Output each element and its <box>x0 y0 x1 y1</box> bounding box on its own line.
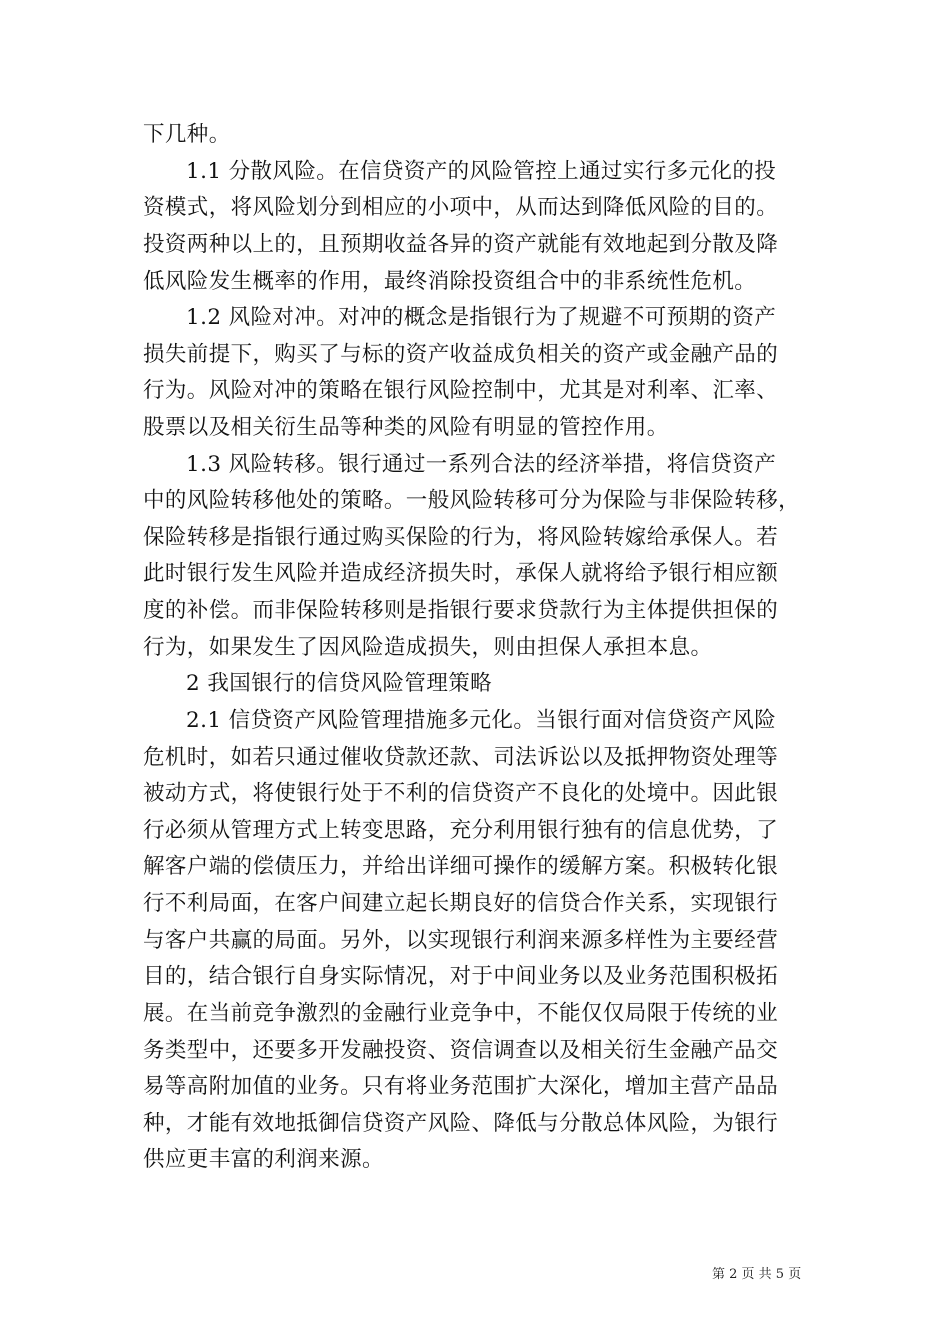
paragraph-line: 供应更丰富的利润来源。 <box>143 1147 384 1173</box>
paragraph-line: 中的风险转移他处的策略。一般风险转移可分为保险与非保险转移， <box>143 488 801 514</box>
paragraph-line: 目的，结合银行自身实际情况，对于中间业务以及业务范围积极拓 <box>143 964 779 990</box>
paragraph-line: 股票以及相关衍生品等种类的风险有明显的管控作用。 <box>143 415 669 440</box>
paragraph-line: 损失前提下，购买了与标的资产收益成负相关的资产或金融产品的 <box>143 341 779 367</box>
paragraph-line: 解客户端的偿债压力，并给出详细可操作的缓解方案。积极转化银 <box>143 854 779 880</box>
paragraph-line: 行为，如果发生了因风险造成损失，则由担保人承担本息。 <box>143 634 713 660</box>
paragraph-line: 危机时，如若只通过催收贷款还款、司法诉讼以及抵押物资处理等 <box>143 744 779 770</box>
paragraph-line: 投资两种以上的，且预期收益各异的资产就能有效地起到分散及降 <box>143 231 779 257</box>
paragraph-first-line: 1.1 分散风险。在信贷资产的风险管控上通过实行多元化的投 <box>186 158 777 184</box>
paragraph-first-line: 1.2 风险对冲。对冲的概念是指银行为了规避不可预期的资产 <box>186 305 777 331</box>
paragraph-line: 低风险发生概率的作用，最终消除投资组合中的非系统性危机。 <box>143 268 757 294</box>
paragraph-line: 与客户共赢的局面。另外，以实现银行利润来源多样性为主要经营 <box>143 927 779 953</box>
paragraph-line: 保险转移是指银行通过购买保险的行为，将风险转嫁给承保人。若 <box>143 524 779 550</box>
paragraph-line: 被动方式，将使银行处于不利的信贷资产不良化的处境中。因此银 <box>143 781 779 807</box>
paragraph-line: 展。在当前竞争激烈的金融行业竞争中，不能仅仅局限于传统的业 <box>143 1000 779 1026</box>
paragraph-line: 行不利局面，在客户间建立起长期良好的信贷合作关系，实现银行 <box>143 891 779 916</box>
paragraph-line: 易等高附加值的业务。只有将业务范围扩大深化，增加主营产品品 <box>143 1074 779 1100</box>
paragraph-first-line: 2.1 信贷资产风险管理措施多元化。当银行面对信贷资产风险 <box>186 707 777 733</box>
paragraph-first-line: 2 我国银行的信贷风险管理策略 <box>186 671 493 697</box>
paragraph-line: 行为。风险对冲的策略在银行风险控制中，尤其是对利率、汇率、 <box>143 378 779 404</box>
paragraph-line: 资模式，将风险划分到相应的小项中，从而达到降低风险的目的。 <box>143 195 779 221</box>
page-number-footer: 第 2 页 共 5 页 <box>712 1267 802 1282</box>
paragraph-line: 种，才能有效地抵御信贷资产风险、降低与分散总体风险，为银行 <box>143 1110 779 1136</box>
paragraph-line: 务类型中，还要多开发融投资、资信调查以及相关衍生金融产品交 <box>143 1037 779 1063</box>
paragraph-line: 此时银行发生风险并造成经济损失时，承保人就将给予银行相应额 <box>143 561 779 587</box>
paragraph-line: 度的补偿。而非保险转移则是指银行要求贷款行为主体提供担保的 <box>143 598 779 624</box>
paragraph-line: 行必须从管理方式上转变思路，充分利用银行独有的信息优势，了 <box>143 817 779 843</box>
paragraph-first-line: 1.3 风险转移。银行通过一系列合法的经济举措，将信贷资产 <box>186 451 777 477</box>
paragraph-line: 下几种。 <box>143 122 231 147</box>
